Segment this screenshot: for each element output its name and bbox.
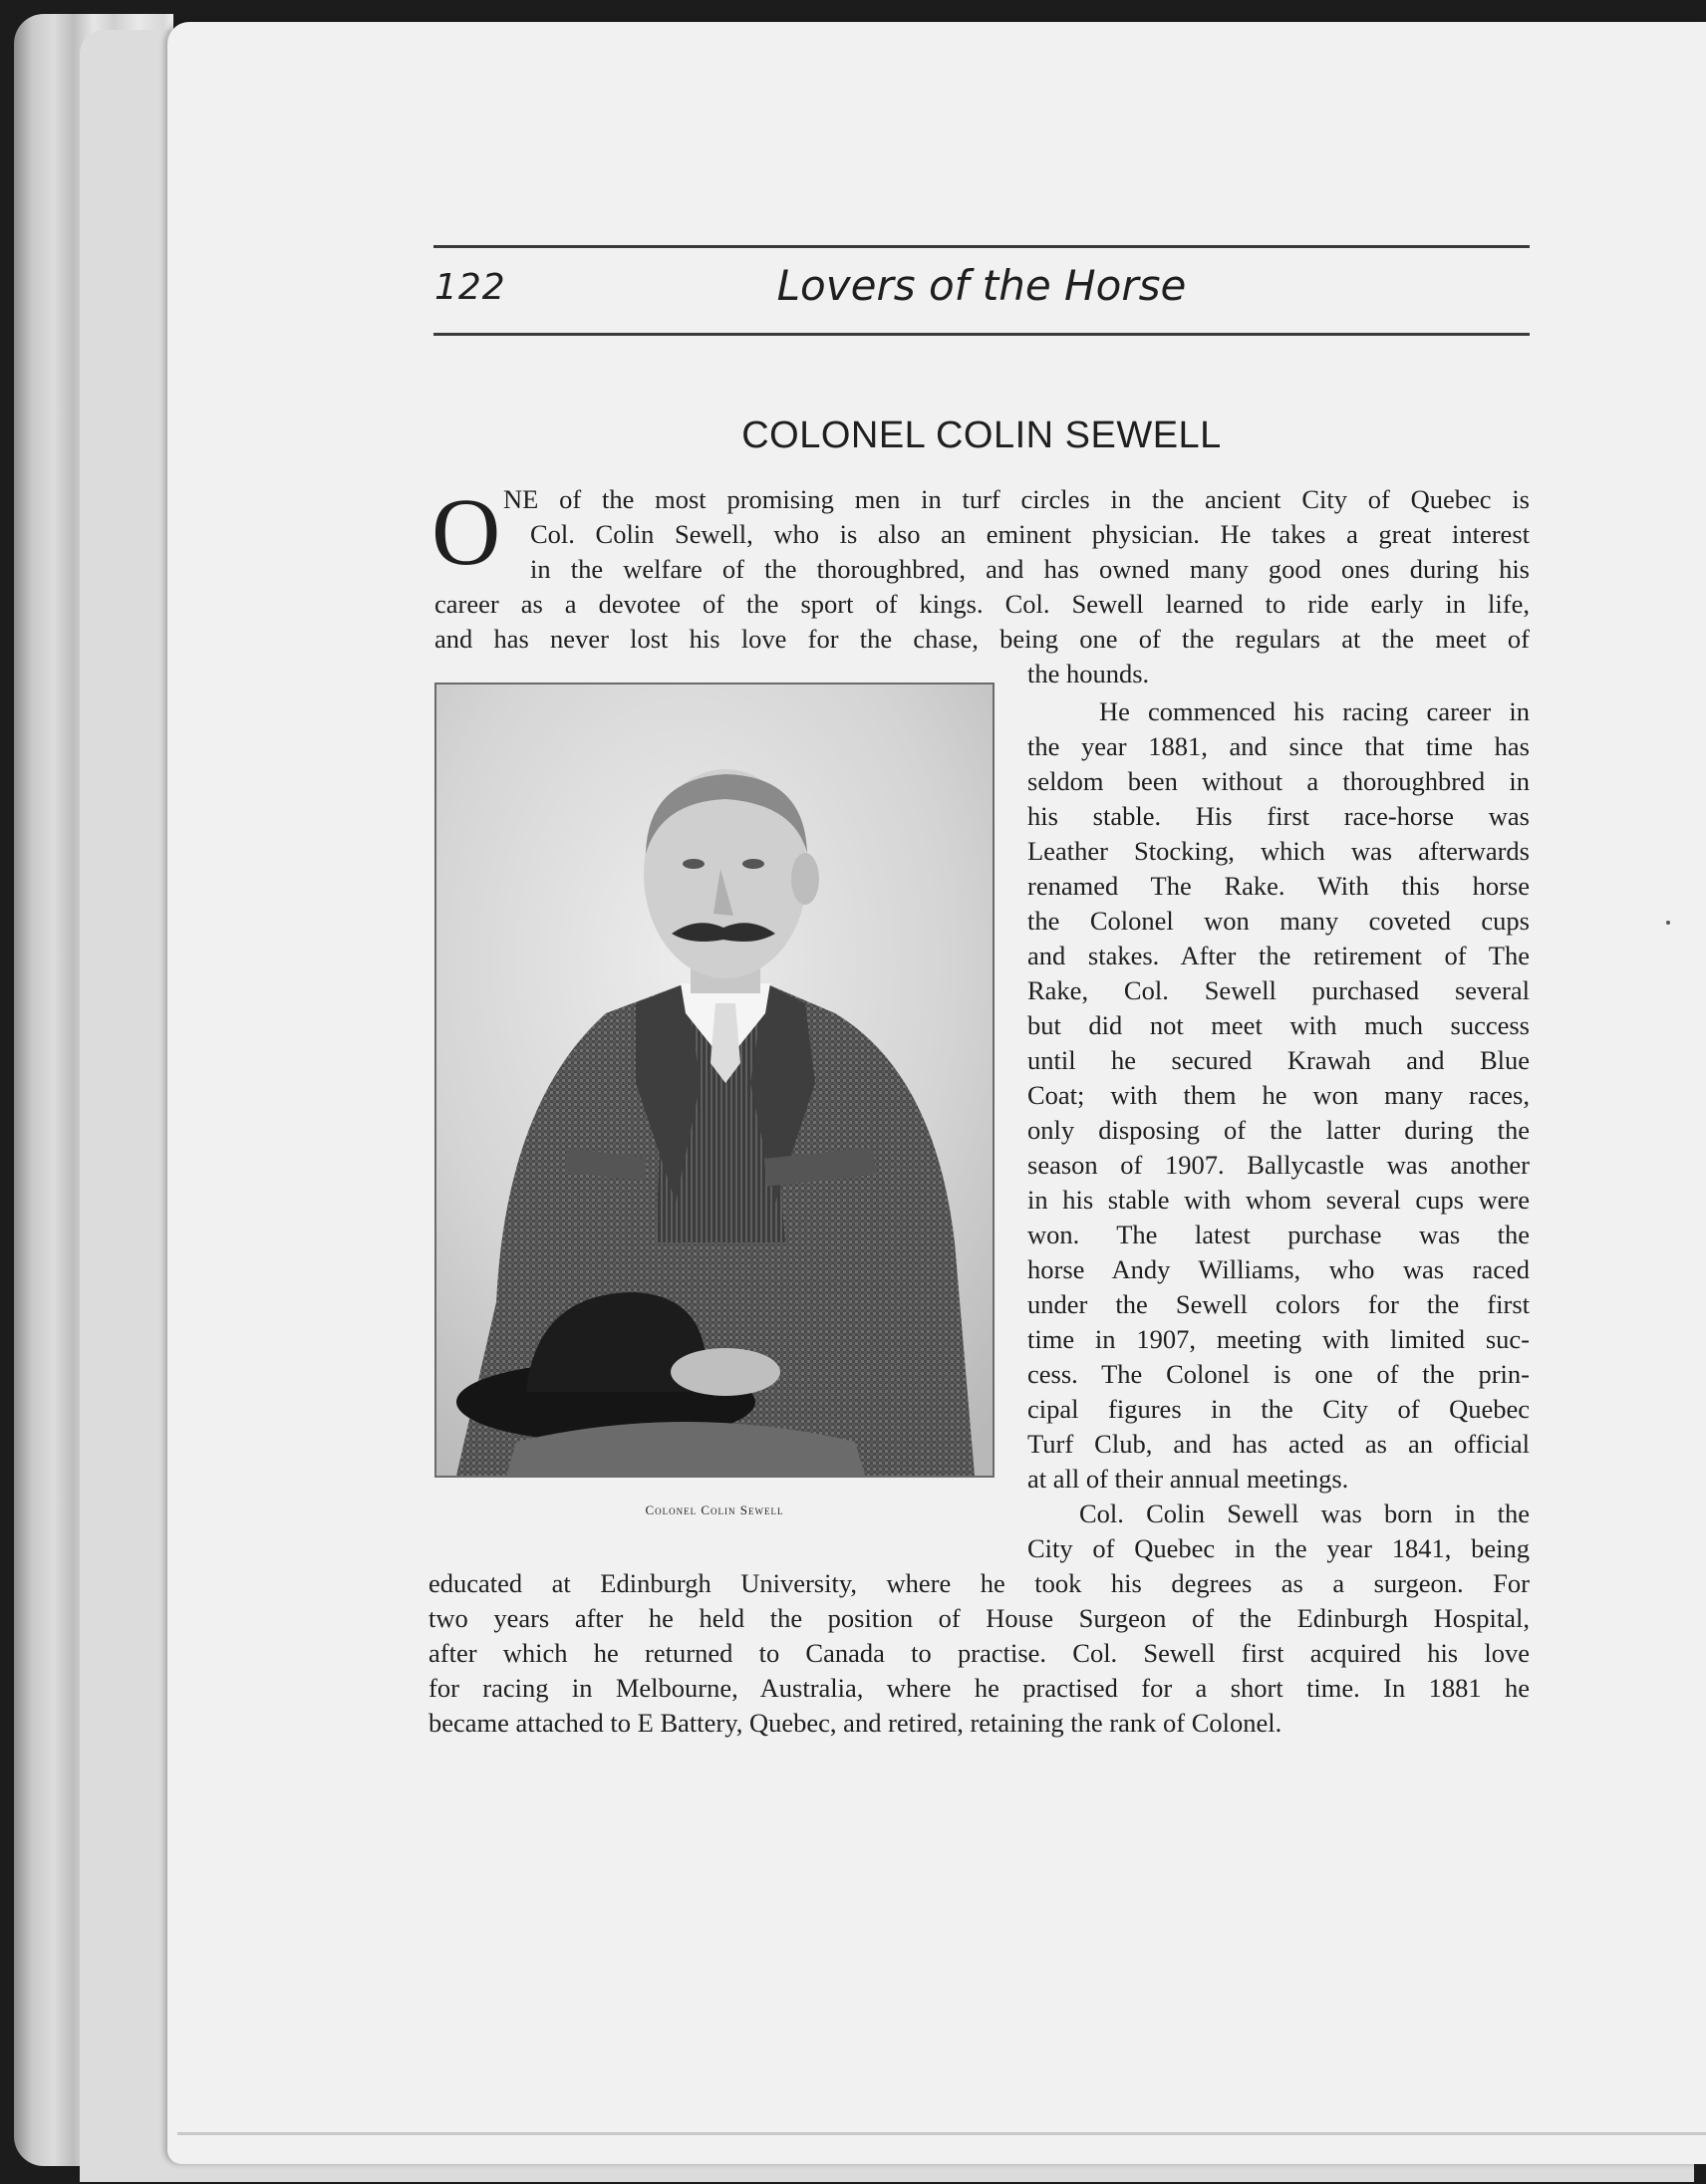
figure-caption: Colonel Colin Sewell <box>645 1502 784 1517</box>
page-bottom-edge <box>177 2132 1706 2135</box>
running-head: Lovers of the Horse <box>776 261 1187 310</box>
text-line: season of 1907. Ballycastle was another <box>1027 1150 1530 1180</box>
text-line: his stable. His first race-horse was <box>1027 801 1530 831</box>
text-line: educated at Edinburgh University, where he took his degrees as a surgeon. For <box>428 1568 1530 1598</box>
article-title: COLONEL COLIN SEWELL <box>741 414 1222 456</box>
text-line: Leather Stocking, which was afterwards <box>1027 836 1530 866</box>
text-line: Col. Colin Sewell was born in the <box>1079 1499 1530 1528</box>
text-line: cess. The Colonel is one of the prin- <box>1027 1359 1530 1389</box>
text-line: in his stable with whom several cups were <box>1027 1185 1530 1215</box>
text-line: at all of their annual meetings. <box>1027 1464 1349 1494</box>
text-line: the hounds. <box>1027 659 1150 688</box>
drop-cap: O <box>431 478 501 585</box>
text-line: time in 1907, meeting with limited suc- <box>1027 1324 1530 1354</box>
text-line: two years after he held the position of House Surgeon of the Edinburgh Hospital, <box>428 1603 1530 1633</box>
header-rule-top <box>433 245 1530 248</box>
portrait-photo <box>434 682 995 1478</box>
text-line: He commenced his racing career in <box>1099 696 1530 726</box>
text-line: seldom been without a thoroughbred in <box>1027 766 1530 796</box>
text-line: Col. Colin Sewell, who is also an eminent physician. He takes a great interest <box>530 519 1530 549</box>
page-speck <box>1666 921 1670 925</box>
text-line: and stakes. After the retirement of The <box>1027 941 1530 970</box>
text-line: under the Sewell colors for the first <box>1027 1289 1530 1319</box>
text-line: until he secured Krawah and Blue <box>1027 1045 1530 1075</box>
text-line: in the welfare of the thoroughbred, and has owned many good ones during his <box>530 554 1530 584</box>
page-number: 122 <box>434 267 506 308</box>
text-line: the year 1881, and since that time has <box>1027 731 1530 761</box>
text-line: Coat; with them he won many races, <box>1027 1080 1530 1110</box>
header-rule-bottom <box>433 333 1530 336</box>
text-line: horse Andy Williams, who was raced <box>1027 1254 1530 1284</box>
text-line: only disposing of the latter during the <box>1027 1115 1530 1145</box>
text-line: Rake, Col. Sewell purchased several <box>1027 975 1530 1005</box>
text-line: became attached to E Battery, Quebec, and retired, retaining the rank of Colonel. <box>428 1708 1282 1738</box>
text-line: renamed The Rake. With this horse <box>1027 871 1530 901</box>
portrait-illustration <box>436 684 993 1476</box>
text-line: City of Quebec in the year 1841, being <box>1027 1533 1530 1563</box>
text-line: cipal figures in the City of Quebec <box>1027 1394 1530 1424</box>
text-line: career as a devotee of the sport of kings. Col. Sewell learned to ride early in life, <box>434 589 1530 619</box>
text-line: NE of the most promising men in turf circles in the ancient City of Quebec is <box>503 484 1530 514</box>
text-line: but did not meet with much success <box>1027 1010 1530 1040</box>
text-line: the Colonel won many coveted cups <box>1027 906 1530 936</box>
text-line: and has never lost his love for the chase, being one of the regulars at the meet of <box>434 624 1530 654</box>
text-line: Turf Club, and has acted as an official <box>1027 1429 1530 1459</box>
text-line: for racing in Melbourne, Australia, where he practised for a short time. In 1881 he <box>428 1673 1530 1703</box>
text-line: after which he returned to Canada to practise. Col. Sewell first acquired his love <box>428 1638 1530 1668</box>
text-line: won. The latest purchase was the <box>1027 1220 1530 1249</box>
